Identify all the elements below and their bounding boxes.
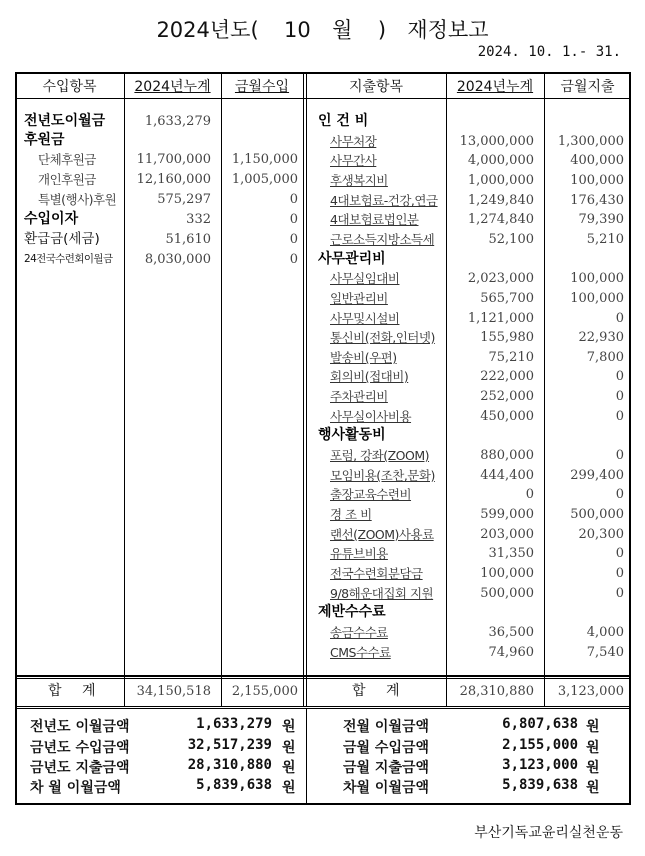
income-item-label: 특별(행사)후원 (38, 192, 117, 207)
summary-left-value: 1,633,279 (196, 716, 272, 732)
totals-divider-top (15, 675, 631, 677)
header-divider (15, 98, 631, 99)
col-line-3b (306, 72, 307, 706)
header-income-item: 수입항목 (42, 79, 97, 95)
header-expense-item: 지출항목 (348, 79, 404, 95)
expense-item-month: 5,210 (586, 232, 624, 247)
expense-item-label: 발송비(우편) (330, 350, 397, 365)
header-income-ytd: 2024년누계 (134, 79, 211, 95)
expense-item-ytd: 1,274,840 (467, 212, 534, 227)
expense-item-ytd: 74,960 (488, 645, 534, 660)
summary-left-unit: 원 (282, 780, 296, 796)
expense-item-ytd: 1,249,840 (467, 193, 534, 208)
income-item-ytd: 332 (186, 212, 211, 227)
expense-item-label: 사무간사 (330, 153, 377, 168)
expense-item-label: 유튜브비용 (330, 546, 388, 561)
income-total-month: 2,155,000 (231, 684, 298, 699)
expense-total-ytd: 28,310,880 (459, 684, 534, 699)
col-line-3a (303, 72, 304, 706)
summary-left-label: 금년도 지출금액 (30, 760, 130, 776)
summary-right-unit: 원 (586, 780, 600, 796)
summary-left-unit: 원 (282, 760, 296, 776)
expense-item-label: 사무및시설비 (330, 311, 400, 326)
expense-category: 사무관리비 (318, 251, 386, 267)
expense-item-ytd: 203,000 (480, 527, 534, 542)
income-item-month: 0 (289, 192, 298, 207)
expense-item-label: 모임비용(조찬,문화) (330, 468, 435, 483)
expense-item-label: 4대보험료-건강,연금 (330, 193, 438, 208)
income-item-month: 1,005,000 (231, 172, 298, 187)
expense-item-month: 176,430 (570, 193, 624, 208)
summary-left-value: 32,517,239 (187, 737, 272, 753)
summary-left-label: 차 월 이월금액 (30, 780, 121, 796)
expense-item-month: 0 (615, 311, 624, 326)
expense-item-ytd: 155,980 (480, 330, 534, 345)
income-total-ytd: 34,150,518 (136, 684, 211, 699)
expense-item-label: 4대보험료법인분 (330, 212, 419, 227)
income-item-ytd: 575,297 (157, 192, 211, 207)
income-item-ytd: 12,160,000 (136, 172, 211, 187)
income-item-label: 전년도이월금 (24, 113, 106, 129)
expense-item-month: 7,540 (586, 645, 624, 660)
expense-item-month: 1,300,000 (557, 134, 624, 149)
expense-item-month: 0 (615, 448, 624, 463)
expense-item-month: 0 (615, 546, 624, 561)
expense-item-label: 랜선(ZOOM)사용료 (330, 527, 434, 542)
expense-item-ytd: 0 (525, 487, 534, 502)
income-item-ytd: 8,030,000 (144, 252, 211, 267)
expense-item-month: 100,000 (570, 291, 624, 306)
income-item-month: 0 (289, 232, 298, 247)
summary-right-label: 금월 수입금액 (343, 740, 430, 756)
expense-item-label: 사무처장 (330, 134, 377, 149)
summary-left-value: 5,839,638 (196, 777, 272, 793)
expense-item-ytd: 31,350 (488, 546, 534, 561)
expense-item-ytd: 450,000 (480, 409, 534, 424)
income-item-label: 24전국수련회이월금 (24, 253, 113, 265)
income-total-label: 합 계 (48, 683, 104, 699)
expense-item-month: 0 (615, 487, 624, 502)
expense-item-ytd: 500,000 (480, 586, 534, 601)
income-item-ytd: 1,633,279 (144, 114, 211, 129)
title-year: 2024년도( (156, 18, 259, 42)
expense-item-ytd: 75,210 (488, 350, 534, 365)
expense-item-label: 전국수련회분담금 (330, 566, 423, 581)
report-title (0, 14, 645, 44)
summary-divider (306, 708, 307, 805)
income-item-label: 후원금 (24, 132, 65, 148)
expense-item-month: 20,300 (578, 527, 624, 542)
totals-divider-bottom2 (15, 708, 631, 709)
summary-left-label: 금년도 수입금액 (30, 740, 130, 756)
summary-left-unit: 원 (282, 740, 296, 756)
expense-category: 행사활동비 (318, 427, 386, 443)
expense-item-label: CMS수수료 (330, 645, 391, 660)
expense-item-month: 22,930 (578, 330, 624, 345)
expense-item-month: 0 (615, 389, 624, 404)
summary-right-value: 2,155,000 (502, 737, 578, 753)
expense-item-month: 400,000 (570, 153, 624, 168)
expense-item-ytd: 444,400 (480, 468, 534, 483)
expense-item-month: 299,400 (570, 468, 624, 483)
expense-item-label: 주차관리비 (330, 389, 388, 404)
income-item-ytd: 51,610 (165, 232, 211, 247)
expense-item-ytd: 52,100 (488, 232, 534, 247)
summary-right-value: 5,839,638 (502, 777, 578, 793)
income-item-label: 단체후원금 (38, 152, 96, 167)
expense-item-ytd: 36,500 (488, 625, 534, 640)
title-suffix: 재정보고 (407, 18, 489, 42)
organization-name: 부산기독교윤리실천운동 (474, 825, 623, 841)
totals-divider-top2 (15, 678, 631, 679)
header-expense-month: 금월지출 (560, 79, 615, 95)
expense-item-label: 일반관리비 (330, 291, 388, 306)
expense-item-month: 100,000 (570, 173, 624, 188)
expense-item-month: 7,800 (586, 350, 624, 365)
header-income-month: 금월수입 (234, 79, 290, 95)
income-item-label: 수입이자 (24, 211, 79, 227)
summary-left-unit: 원 (282, 719, 296, 735)
income-item-month: 1,150,000 (231, 152, 298, 167)
report-period: 2024. 10. 1.- 31. (477, 44, 621, 60)
expense-item-label: 회의비(접대비) (330, 369, 409, 384)
expense-item-month: 500,000 (570, 507, 624, 522)
expense-category: 제반수수료 (318, 604, 386, 620)
expense-item-label: 경 조 비 (330, 507, 372, 522)
expense-item-ytd: 1,000,000 (467, 173, 534, 188)
income-item-ytd: 11,700,000 (136, 152, 211, 167)
expense-item-ytd: 222,000 (480, 369, 534, 384)
expense-item-month: 0 (615, 566, 624, 581)
income-item-label: 개인후원금 (38, 172, 96, 187)
expense-item-label: 포럼, 강좌(ZOOM) (330, 448, 430, 463)
expense-item-ytd: 252,000 (480, 389, 534, 404)
expense-item-label: 출장교육수련비 (330, 487, 412, 502)
summary-right-value: 3,123,000 (502, 757, 578, 773)
expense-item-ytd: 2,023,000 (467, 271, 534, 286)
summary-left-label: 전년도 이월금액 (30, 719, 130, 735)
title-month: 10 (284, 18, 311, 42)
expense-item-ytd: 880,000 (480, 448, 534, 463)
expense-item-month: 100,000 (570, 271, 624, 286)
expense-item-label: 9/8해운대집회 지원 (330, 586, 434, 601)
summary-right-unit: 원 (586, 760, 600, 776)
summary-right-unit: 원 (586, 740, 600, 756)
summary-left-value: 28,310,880 (187, 757, 272, 773)
expense-category: 인 건 비 (318, 113, 369, 129)
expense-item-label: 후생복지비 (330, 173, 388, 188)
expense-item-month: 0 (615, 369, 624, 384)
expense-item-label: 사무실임대비 (330, 271, 400, 286)
expense-item-label: 통신비(전화,인터넷) (330, 330, 435, 345)
expense-item-month: 79,390 (578, 212, 624, 227)
expense-item-month: 0 (615, 409, 624, 424)
expense-item-ytd: 4,000,000 (467, 153, 534, 168)
summary-right-value: 6,807,638 (502, 716, 578, 732)
expense-item-label: 근로소득지방소득세 (330, 232, 435, 247)
income-item-month: 0 (289, 212, 298, 227)
expense-total-label: 합 계 (352, 683, 408, 699)
income-item-label: 환급금(세금) (24, 231, 100, 247)
expense-item-label: 사무실이사비용 (330, 409, 412, 424)
expense-item-label: 송금수수료 (330, 625, 388, 640)
title-month-unit: 월 (332, 18, 353, 42)
income-item-month: 0 (289, 252, 298, 267)
summary-right-unit: 원 (586, 719, 600, 735)
expense-total-month: 3,123,000 (557, 684, 624, 699)
header-expense-ytd: 2024년누계 (456, 79, 534, 95)
summary-right-label: 금월 지출금액 (343, 760, 430, 776)
expense-item-ytd: 599,000 (480, 507, 534, 522)
title-close: ) (377, 18, 387, 42)
expense-item-month: 4,000 (586, 625, 624, 640)
summary-right-label: 전월 이월금액 (343, 719, 430, 735)
summary-right-label: 차월 이월금액 (343, 780, 430, 796)
totals-divider-bottom (15, 706, 631, 707)
expense-item-ytd: 100,000 (480, 566, 534, 581)
expense-item-month: 0 (615, 586, 624, 601)
expense-item-ytd: 13,000,000 (459, 134, 534, 149)
expense-item-ytd: 565,700 (480, 291, 534, 306)
expense-item-ytd: 1,121,000 (467, 311, 534, 326)
